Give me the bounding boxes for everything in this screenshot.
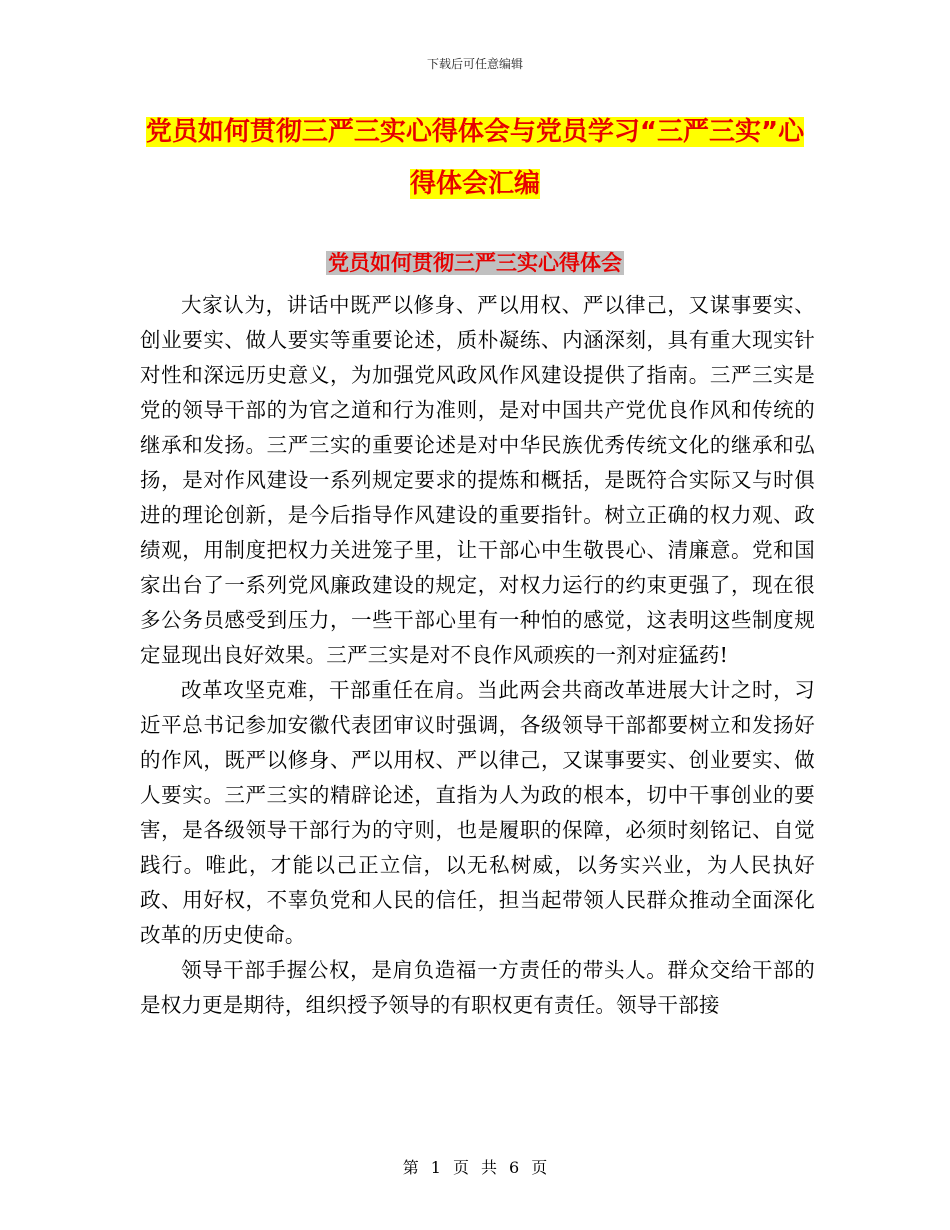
paragraph: 领导干部手握公权，是肩负造福一方责任的带头人。群众交给干部的是权力更是期待，组织授予领导的有职权更有责任。领导干部接 [140,958,815,1017]
page-footer [0,1155,950,1178]
document-body [140,288,815,1023]
page-total-word: 共 [481,1158,498,1177]
page-word: 页 [452,1158,469,1177]
document-title [140,106,810,210]
page-total: 6 [509,1158,520,1177]
document-title-text: 党员如何贯彻三严三实心得体会与党员学习“三严三实”心得体会汇编 [145,117,805,199]
page-suffix: 页 [531,1158,548,1177]
header-text: 下载后可任意编辑 [426,57,523,71]
section-title [0,243,950,283]
page-prefix: 第 [402,1158,419,1177]
paragraph: 大家认为，讲话中既严以修身、严以用权、严以律己，又谋事要实、创业要实、做人要实等重要论述，质朴凝练、内涵深刻，具有重大现实针对性和深远历史意义，为加强党风政风作风建设提供了指南。三严三实是党的领导干部的为官之道和行为准则，是对中国共产党优良作风和传统的继承和发扬。三严三实的重要论述是对中华民族优秀传统文化的继承和弘扬，是对作风建设一系列规定要求的提炼和概括，是既符合实际又与时俱进的理论创新，是今后指导作风建设的重要指针。树立正确的权力观、政绩观，用制度把权力关进笼子里，让干部心中生敬畏心、清廉意。党和国家出台了一系列党风廉政建设的规定，对权力运行的约束更强了，现在很多公务员感受到压力，一些干部心里有一种怕的感觉，这表明这些制度规定显现出良好效果。三严三实是对不良作风顽疾的一剂对症猛药! [140,293,815,667]
paragraph: 改革攻坚克难，干部重任在肩。当此两会共商改革进展大计之时，习近平总书记参加安徽代表团审议时强调，各级领导干部都要树立和发扬好的作风，既严以修身、严以用权、严以律己，又谋事要实、创业要实、做人要实。三严三实的精辟论述，直指为人为政的根本，切中干事创业的要害，是各级领导干部行为的守则，也是履职的保障，必须时刻铭记、自觉践行。唯此，才能以己正立信，以无私树威，以务实兴业，为人民执好政、用好权，不辜负党和人民的信任，担当起带领人民群众推动全面深化改革的历史使命。 [140,678,815,947]
page-current: 1 [430,1158,441,1177]
page-header [0,55,950,72]
section-title-text: 党员如何贯彻三严三实心得体会 [328,251,622,275]
